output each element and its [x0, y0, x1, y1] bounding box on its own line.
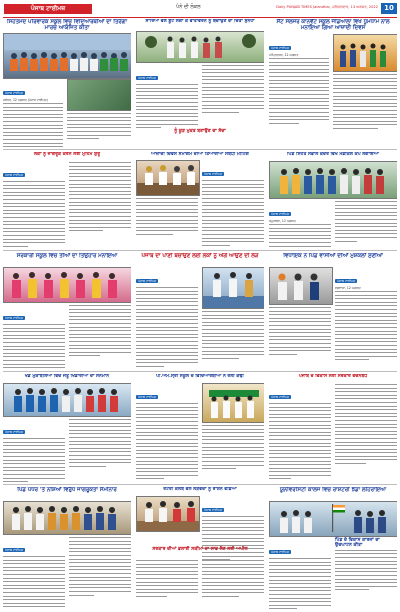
headline: ਆਜ਼ਾਦੀ ਦਿਵਸ ਸਮਾਗਮ ਦੀਆਂ ਤਿਆਰੀਆਂ ਸਬੰਧੀ ਮੀਟਿੰਗ: [151, 152, 249, 157]
body-text: [269, 58, 329, 124]
byline-tag: ਪੰਜਾਬ ਟਾਈਮਜ਼: [5, 173, 24, 177]
body-text-2: [202, 311, 264, 359]
body-text: [269, 558, 331, 609]
body-text: [3, 556, 65, 609]
body-text-2: [335, 384, 397, 464]
photo-plantation-art: [137, 32, 264, 62]
headline-2: ਪਿੰਡ ਦੇ ਵਿਕਾਸ ਕਾਰਜਾਂ ਦਾ ਉਦਘਾਟਨ ਕੀਤਾ: [335, 538, 380, 549]
photo-plantation: [136, 31, 264, 63]
section-label: ਪੰਨੇ ਦੀ ਲੋਕਲ: [176, 4, 201, 10]
photo-camp: [269, 161, 397, 199]
paper-name: ਪੰਜਾਬ ਟਾਈਮਜ਼: [4, 4, 92, 14]
headline: ਸਿਹਤਮੰਦ ਪਰਿਵਾਰਕ ਸਕੂਲ ਵਿਚ ਵਿਦਿਆਰਥੀਆਂ ਦਾ ਤਿਰੰਗਾ ਮਾਰਚ ਆਯੋਜਿਤ ਕੀਤਾ: [6, 19, 128, 32]
photo-celebration-art: [334, 35, 397, 71]
byline-tag: ਪੰਜਾਬ ਟਾਈਮਜ਼: [271, 395, 290, 399]
masthead: [0, 2, 400, 16]
story-water-conservation: [136, 253, 264, 369]
page-number: 10: [381, 3, 397, 14]
byline-tag: ਪੰਜਾਬ ਟਾਈਮਜ਼: [138, 76, 157, 80]
story-mla-village: [269, 253, 397, 369]
photo-camp-art: [270, 162, 397, 198]
body-text: [136, 403, 198, 479]
row-separator: [3, 250, 397, 251]
body-text-2: [335, 201, 397, 242]
byline-tag: ਪੰਜਾਬ ਟਾਈਮਜ਼: [271, 212, 290, 216]
body-text-2: [69, 305, 131, 356]
dateline: ਅੰਮ੍ਰਿਤਸਰ, 12 ਅਗਸਤ: [269, 53, 299, 57]
headline: ਖੇਡ ਮੁਕਾਬਲਿਆਂ ਵਿਚ ਜੇਤੂ ਖਿਡਾਰੀਆਂ ਦਾ ਸਨਮਾਨ: [24, 374, 110, 379]
headline: ਪਿੰਡ ਪੱਧਰ 'ਤੇ ਨਸ਼ਿਆਂ ਵਿਰੁੱਧ ਜਾਗਰੂਕਤਾ ਸੈਮੀਨਾਰ: [17, 487, 117, 493]
headline: ਯੂਨੀਵਰਸਿਟੀ ਕਾਲਜ ਵਿਚ ਰਾਸ਼ਟਰੀ ਝੰਡਾ ਲਹਿਰਾਇਆ: [279, 487, 387, 493]
photo-sports-art: [4, 384, 131, 416]
photo-water-art: [203, 268, 264, 308]
headline: ਪਿੰਡ ਸਿਹਤ ਸੰਭਾਲ ਕੇਂਦਰ ਵਿਖੇ ਮੈਡੀਕਲ ਕੈਂਪ ਲਗਾਇਆ: [287, 152, 379, 157]
byline-tag: ਪੰਜਾਬ ਟਾਈਮਜ਼: [5, 548, 24, 552]
body-text: [202, 180, 264, 246]
body-text-2: [136, 560, 198, 597]
byline-tag: ਪੰਜਾਬ ਟਾਈਮਜ਼: [5, 430, 24, 434]
headline: ਸਾਰਿਆਂ ਵੱਲੋਂ ਬੂਟੇ ਲਗਾ ਕੇ ਵਾਤਾਵਰਨ ਨੂੰ ਬਚਾਉਣ ਦਾ ਦਿੱਤਾ ਸੁਨੇਹਾ: [145, 19, 255, 24]
photo-seminar: [3, 501, 131, 535]
headline: ਲੋਕਾਂ ਨੂੰ ਜਾਗਰੂਕ ਕਰਨ ਲਈ ਮੁਹਿੰਮ ਸ਼ੁਰੂ: [33, 152, 101, 157]
headline: ਪੰਜਾਬ ਦਾ ਪਾਣੀ ਬਚਾਉਣ ਲਈ ਲੋਕਾਂ ਨੂੰ ਅੱਗੇ ਆਉਣ ਦੀ ਲੋੜ: [141, 253, 259, 259]
body-text-2: [136, 198, 198, 235]
byline-tag: ਪੰਜਾਬ ਟਾਈਮਜ਼: [138, 279, 157, 283]
body-text-2: [69, 537, 131, 596]
row-separator: [3, 371, 397, 372]
story-university-flag: [269, 487, 397, 609]
body-text-2: [333, 74, 397, 129]
photo-group: [3, 33, 131, 79]
byline-tag: ਪੰਜਾਬ ਟਾਈਮਜ਼: [5, 316, 24, 320]
headline: ਪੰਜਾਬ ਦੇ ਵਿਕਾਸ ਲਈ ਸਰਕਾਰ ਵਚਨਬੱਧ: [298, 374, 368, 379]
photo-flag-art: [270, 502, 397, 536]
row-separator: [3, 149, 397, 150]
headline: ਸੈਂਟ ਸੋਲਜਰ ਕਾਨਵੈਂਟ ਸਕੂਲ ਜੰਡਿਆਲਾ ਵਿਖੇ ਧੂਮਧਾਮ ਨਾਲ ਮਨਾਇਆ ਗਿਆ ਆਜ਼ਾਦੀ ਦਿਵਸ: [276, 19, 390, 32]
photo-water: [202, 267, 264, 309]
byline-tag: ਪੰਜਾਬ ਟਾਈਮਜ਼: [138, 395, 157, 399]
story-awareness: [3, 152, 131, 248]
photo-festival-art: [4, 268, 131, 302]
body-text-2: [335, 550, 397, 591]
body-text: [269, 224, 331, 248]
photo-rally: [202, 383, 264, 423]
body-text: [335, 291, 397, 360]
body-text-2: [67, 113, 131, 139]
body-text-2: [269, 307, 331, 355]
photo-mla: [269, 267, 333, 305]
dateline: ਫਗਵਾੜਾ, 12 ਅਗਸਤ: [335, 286, 361, 290]
story-school-march: [3, 19, 131, 147]
photo-students: [67, 79, 131, 111]
story-convent-school: [269, 19, 397, 147]
dateline: ਜਲੰਧਰ, 12 ਅਗਸਤ (ਪੰਜਾਬ ਟਾਈਮਜ਼): [3, 98, 48, 102]
photo-celebration: [333, 34, 397, 72]
body-text-2: [202, 65, 264, 113]
story-sports-honour: [3, 374, 131, 482]
byline-tag: ਪੰਜਾਬ ਟਾਈਮਜ਼: [204, 172, 223, 176]
body-text-2: [69, 162, 131, 231]
byline-tag: ਪੰਜਾਬ ਟਾਈਮਜ਼: [204, 508, 223, 512]
masthead-rule: [3, 17, 397, 18]
headline: ਵਿਧਾਇਕ ਨੇ ਪਿੰਡ ਵਾਸੀਆਂ ਦੀਆਂ ਮੁਸ਼ਕਲਾਂ ਸੁਣੀਆਂ: [283, 253, 383, 259]
body-text: [3, 181, 65, 247]
story-drug-seminar: [3, 487, 131, 609]
story-tree-planting: [136, 19, 264, 147]
story-teej-festival: [3, 253, 131, 369]
photo-meeting: [136, 160, 200, 196]
dateline: ਕਪੂਰਥਲਾ, 12 ਅਗਸਤ: [269, 219, 296, 223]
photo-mla-art: [270, 268, 332, 304]
body-text: [3, 103, 63, 147]
story-rotary-ration: [136, 487, 264, 609]
photo-ration: [136, 496, 200, 532]
photo-group-art: [4, 34, 131, 78]
headline-2: ਸਰਕਾਰ ਦੀਆਂ ਭਲਾਈ ਸਕੀਮਾਂ ਦਾ ਲਾਭ ਲੈਣ ਲਈ ਅਪੀਲ: [152, 547, 248, 552]
photo-rally-art: [203, 384, 264, 422]
body-text: [3, 438, 65, 482]
story-development: [269, 374, 397, 482]
body-text: [136, 84, 198, 128]
date-line: Daily PUNJAB TIMES Jalandhar, ਸ਼ਨਿਚਰਵਾਰ, 13 ਅਗਸਤ, 2022: [276, 5, 378, 9]
body-text-2: [69, 419, 131, 467]
photo-seminar-art: [4, 502, 131, 534]
headline: ਸਰਕਾਰੀ ਸਕੂਲ ਵਿਚ ਤੀਆਂ ਦਾ ਤਿਉਹਾਰ ਮਨਾਇਆ: [16, 253, 118, 259]
story-rally: [136, 374, 264, 482]
photo-sports: [3, 383, 131, 417]
byline-tag: ਪੰਜਾਬ ਟਾਈਮਜ਼: [271, 550, 290, 554]
photo-ration-art: [137, 497, 199, 531]
photo-meeting-art: [137, 161, 199, 195]
body-text: [136, 287, 198, 367]
story-medical-camp: [269, 152, 397, 248]
headline: ਰੋਟਰੀ ਕਲੱਬ ਵੱਲੋਂ ਲੋੜਵੰਦਾਂ ਨੂੰ ਰਾਸ਼ਨ ਵੰਡਿਆ: [163, 487, 237, 492]
story-meeting: [136, 152, 264, 248]
body-text: [269, 403, 331, 479]
byline-tag: ਪੰਜਾਬ ਟਾਈਮਜ਼: [337, 279, 356, 283]
body-text: [202, 516, 264, 560]
photo-flag-hoisting: [269, 501, 397, 537]
byline-tag: ਪੰਜਾਬ ਟਾਈਮਜ਼: [271, 46, 290, 50]
headline: ਪੀ.ਐੱਮ.ਸ੍ਰੀ ਸਕੂਲ ਦੇ ਵਿਦਿਆਰਥੀਆਂ ਨੇ ਰੈਲੀ ਕੱਢੀ: [156, 374, 244, 379]
headline-2: ਨੂੰ ਕੂੜ ਮੁਕਤ ਬਣਾਉਣ ਦਾ ਸੱਦਾ: [174, 129, 226, 134]
row-separator: [3, 484, 397, 485]
body-text: [3, 324, 65, 369]
byline-tag: ਪੰਜਾਬ ਟਾਈਮਜ਼: [5, 91, 24, 95]
body-text-3: [202, 560, 264, 597]
photo-festival: [3, 267, 131, 303]
body-text-2: [202, 425, 264, 469]
